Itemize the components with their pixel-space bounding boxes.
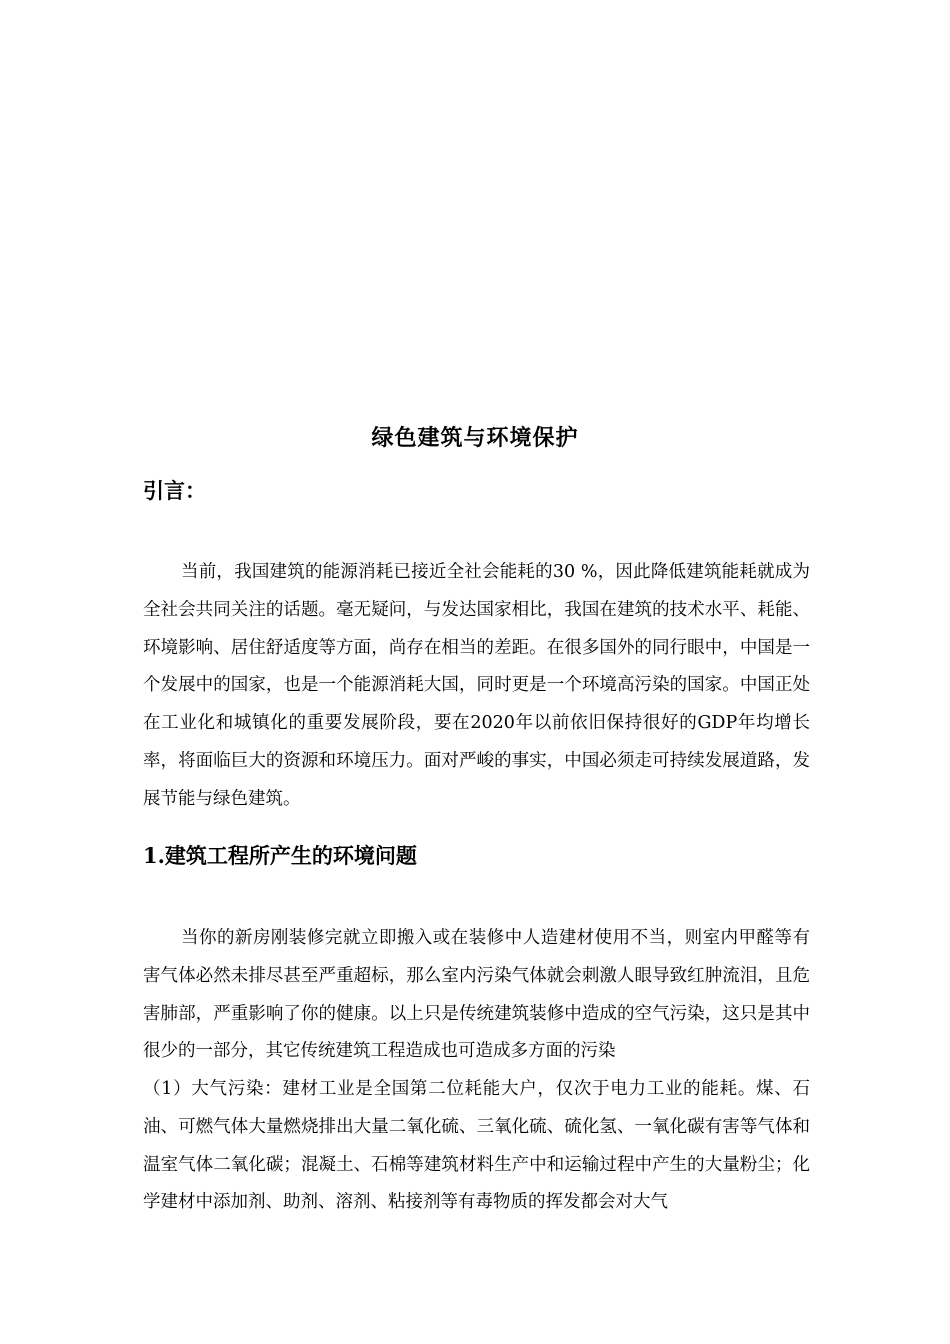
section-1-item-air-pollution: （1）大气污染：建材工业是全国第二位耗能大户，仅次于电力工业的能耗。煤、石油、可燃气体大量燃烧排出大量二氧化硫、三氧化硫、硫化氢、一氧化碳有害等气体和温室气体二氧化碳；混凝土、石棉等建筑材料生产中和运输过程中产生的大量粉尘；化学建材中添加剂、助剂、溶剂、粘接剂等有毒物质的挥发都会对大气 xyxy=(143,1079,810,1213)
intro-paragraph: 当前，我国建筑的能源消耗已接近全社会能耗的30 %，因此降低建筑能耗就成为全社会共同关注的话题。毫无疑问，与发达国家相比，我国在建筑的技术水平、耗能、环境影响、居住舒适度等方面，尚存在相当的差距。在很多国外的同行眼中，中国是一个发展中的国家，也是一个能源消耗大国，同时更是一个环境高污染的国家。中国正处在工业化和城镇化的重要发展阶段，要在2020年以前依旧保持很好的GDP年均增长率，将面临巨大的资源和环境压力。面对严峻的事实，中国必须走可持续发展道路，发展节能与绿色建筑。 xyxy=(143,562,810,809)
section-1-paragraph: 当你的新房刚装修完就立即搬入或在装修中人造建材使用不当，则室内甲醛等有害气体必然未排尽甚至严重超标，那么室内污染气体就会刺激人眼导致红肿流泪，且危害肺部，严重影响了你的健康。以上只是传统建筑装修中造成的空气污染，这只是其中很少的一部分，其它传统建筑工程造成也可造成多方面的污染 xyxy=(143,928,810,1062)
intro-heading: 引言： xyxy=(143,478,206,503)
document-title: 绿色建筑与环境保护 xyxy=(371,425,579,451)
section-1-heading: 1.建筑工程所产生的环境问题 xyxy=(143,843,417,868)
